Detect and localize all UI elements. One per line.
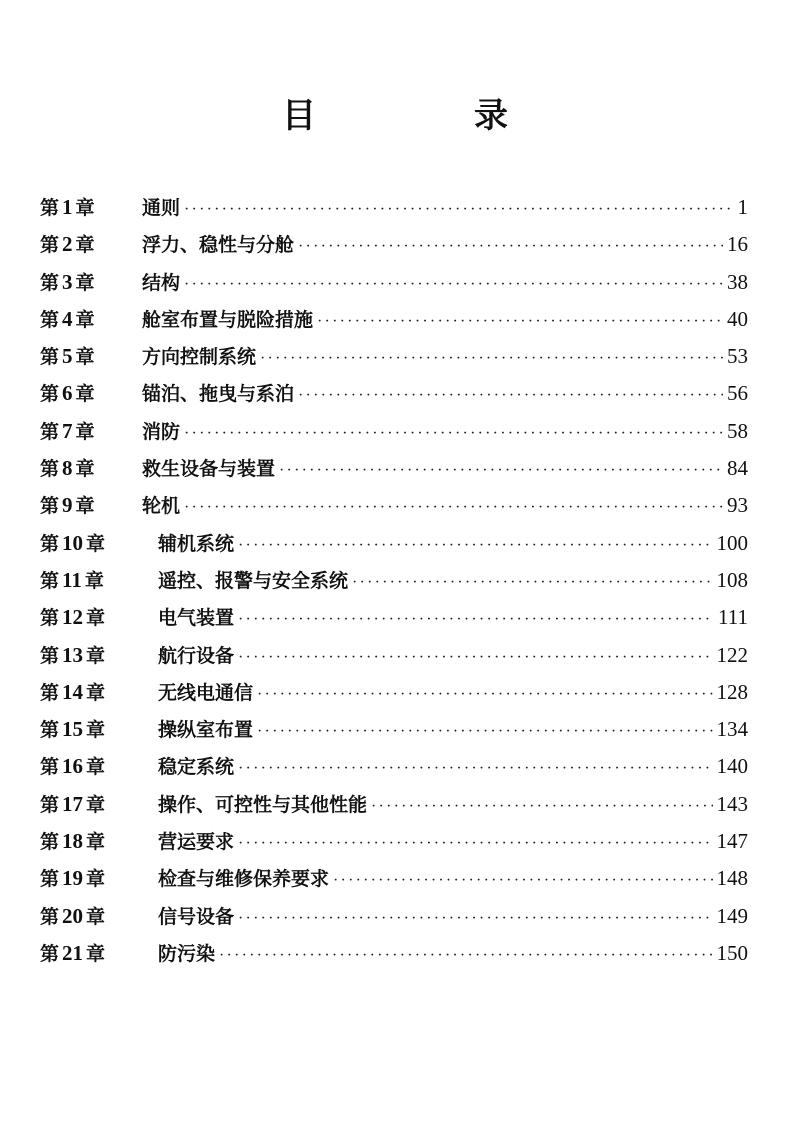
toc-entry[interactable] — [40, 860, 748, 897]
chapter-suffix: 章 — [75, 420, 95, 443]
toc-chapter-label — [40, 301, 142, 339]
chapter-suffix: 章 — [86, 681, 106, 704]
toc-page-number: 122 — [716, 642, 748, 667]
chapter-number: 14 — [62, 679, 84, 704]
toc-dot-leader — [238, 639, 712, 676]
toc-chapter-label — [40, 786, 158, 824]
chapter-number: 20 — [62, 903, 84, 928]
toc-dot-leader — [260, 340, 723, 377]
toc-page-number: 16 — [727, 232, 748, 257]
toc-chapter-label — [40, 525, 158, 563]
chapter-suffix: 章 — [86, 868, 106, 891]
chapter-number: 12 — [62, 605, 84, 630]
toc-entry[interactable] — [40, 637, 748, 674]
toc-chapter-label — [40, 487, 142, 525]
chapter-suffix: 章 — [86, 942, 106, 965]
toc-chapter-title: 信号设备 — [158, 905, 235, 928]
chapter-number: 15 — [62, 717, 84, 742]
toc-entry[interactable] — [40, 264, 748, 301]
chapter-suffix: 章 — [86, 607, 106, 630]
chapter-number: 6 — [62, 381, 73, 406]
toc-entry[interactable] — [40, 935, 748, 972]
chapter-prefix: 第 — [40, 420, 60, 443]
toc-page-number: 93 — [727, 493, 748, 518]
toc-chapter-title: 航行设备 — [158, 644, 235, 667]
chapter-number: 10 — [62, 530, 84, 555]
toc-chapter-label — [40, 599, 158, 637]
toc-page-number: 128 — [716, 679, 748, 704]
chapter-prefix: 第 — [40, 868, 60, 891]
chapter-number: 5 — [62, 344, 73, 369]
table-of-contents — [40, 189, 748, 972]
toc-chapter-label — [40, 450, 142, 488]
toc-chapter-title: 结构 — [142, 271, 181, 294]
toc-entry[interactable] — [40, 823, 748, 860]
toc-dot-leader — [371, 788, 712, 825]
toc-dot-leader — [298, 228, 723, 265]
chapter-prefix: 第 — [40, 681, 60, 704]
chapter-prefix: 第 — [40, 308, 60, 331]
toc-entry[interactable] — [40, 487, 748, 524]
chapter-number: 4 — [62, 306, 73, 331]
chapter-prefix: 第 — [40, 495, 60, 518]
toc-page-number: 134 — [716, 717, 748, 742]
toc-page-number: 56 — [727, 381, 748, 406]
page-title: 目 录 — [282, 96, 570, 136]
toc-page-number: 147 — [716, 829, 748, 854]
chapter-suffix: 章 — [75, 234, 95, 257]
toc-dot-leader — [333, 862, 712, 899]
chapter-suffix: 章 — [75, 458, 95, 481]
toc-page-number: 108 — [716, 567, 748, 592]
chapter-suffix: 章 — [86, 644, 106, 667]
chapter-suffix: 章 — [75, 308, 95, 331]
toc-entry[interactable] — [40, 450, 748, 487]
chapter-suffix: 章 — [86, 831, 106, 854]
chapter-number: 1 — [62, 195, 73, 219]
toc-entry[interactable] — [40, 375, 748, 412]
toc-entry[interactable] — [40, 711, 748, 748]
toc-chapter-label — [40, 748, 158, 786]
toc-dot-leader — [317, 303, 723, 340]
toc-chapter-label — [40, 413, 142, 451]
toc-chapter-label — [40, 189, 142, 227]
toc-chapter-title: 操作、可控性与其他性能 — [158, 793, 368, 816]
chapter-number: 2 — [62, 232, 73, 257]
toc-chapter-label — [40, 562, 158, 600]
toc-chapter-title: 防污染 — [158, 942, 216, 965]
chapter-suffix: 章 — [75, 197, 95, 219]
chapter-suffix: 章 — [75, 271, 95, 294]
chapter-prefix: 第 — [40, 756, 60, 779]
chapter-prefix: 第 — [40, 793, 60, 816]
toc-chapter-title: 辅机系统 — [158, 532, 235, 555]
toc-page-number: 150 — [716, 940, 748, 965]
toc-entry[interactable] — [40, 226, 748, 263]
toc-entry[interactable] — [40, 599, 748, 636]
chapter-prefix: 第 — [40, 719, 60, 742]
toc-chapter-title: 通则 — [142, 197, 181, 219]
toc-dot-leader — [184, 415, 723, 452]
toc-entry[interactable] — [40, 786, 748, 823]
toc-dot-leader — [238, 825, 712, 862]
toc-chapter-title: 方向控制系统 — [142, 346, 257, 369]
chapter-prefix: 第 — [40, 607, 60, 630]
toc-chapter-title: 电气装置 — [158, 607, 235, 630]
toc-chapter-label — [40, 338, 142, 376]
chapter-number: 16 — [62, 754, 84, 779]
toc-dot-leader — [279, 452, 723, 489]
chapter-number: 11 — [62, 567, 82, 592]
toc-dot-leader — [238, 527, 712, 564]
chapter-prefix: 第 — [40, 831, 60, 854]
toc-page-number: 111 — [718, 605, 748, 630]
toc-page-number: 140 — [716, 754, 748, 779]
toc-chapter-title: 舱室布置与脱险措施 — [142, 308, 314, 331]
toc-entry[interactable] — [40, 898, 748, 935]
chapter-suffix: 章 — [75, 346, 95, 369]
toc-chapter-label — [40, 375, 142, 413]
toc-dot-leader — [238, 900, 712, 937]
toc-dot-leader — [184, 191, 733, 228]
chapter-prefix: 第 — [40, 644, 60, 667]
toc-chapter-label — [40, 637, 158, 675]
chapter-prefix: 第 — [40, 532, 60, 555]
toc-entry[interactable] — [40, 525, 748, 562]
chapter-suffix: 章 — [86, 756, 106, 779]
toc-chapter-title: 救生设备与装置 — [142, 458, 276, 481]
toc-entry[interactable] — [40, 748, 748, 785]
chapter-prefix: 第 — [40, 197, 60, 219]
toc-chapter-label — [40, 823, 158, 861]
toc-dot-leader — [184, 489, 723, 526]
toc-dot-leader — [352, 564, 712, 601]
toc-dot-leader — [238, 601, 714, 638]
chapter-number: 21 — [62, 940, 84, 965]
chapter-suffix: 章 — [86, 793, 106, 816]
toc-chapter-label — [40, 674, 158, 712]
chapter-prefix: 第 — [40, 383, 60, 406]
toc-chapter-title: 检查与维修保养要求 — [158, 868, 330, 891]
chapter-number: 8 — [62, 456, 73, 481]
toc-chapter-title: 稳定系统 — [158, 756, 235, 779]
toc-page-number: 58 — [727, 418, 748, 443]
toc-entry[interactable] — [40, 674, 748, 711]
toc-dot-leader — [298, 377, 723, 414]
toc-dot-leader — [184, 266, 723, 303]
chapter-suffix: 章 — [75, 383, 95, 406]
toc-chapter-title: 遥控、报警与安全系统 — [158, 569, 349, 592]
toc-page-number: 149 — [716, 903, 748, 928]
toc-entry[interactable] — [40, 338, 748, 375]
chapter-number: 7 — [62, 418, 73, 443]
toc-chapter-label — [40, 898, 158, 936]
chapter-suffix: 章 — [86, 905, 106, 928]
chapter-number: 9 — [62, 493, 73, 518]
chapter-prefix: 第 — [40, 234, 60, 257]
chapter-prefix: 第 — [40, 905, 60, 928]
toc-page-number: 100 — [716, 530, 748, 555]
toc-page-number: 148 — [716, 866, 748, 891]
toc-dot-leader — [219, 937, 712, 974]
chapter-suffix: 章 — [86, 719, 106, 742]
toc-entry[interactable] — [40, 562, 748, 599]
toc-chapter-title: 消防 — [142, 420, 181, 443]
toc-dot-leader — [257, 713, 712, 750]
chapter-prefix: 第 — [40, 346, 60, 369]
toc-page-number: 53 — [727, 344, 748, 369]
toc-chapter-label — [40, 264, 142, 302]
toc-dot-leader — [257, 676, 712, 713]
toc-chapter-title: 无线电通信 — [158, 681, 254, 704]
toc-chapter-label — [40, 226, 142, 264]
toc-chapter-title: 锚泊、拖曳与系泊 — [142, 383, 295, 406]
toc-chapter-label — [40, 935, 158, 973]
toc-dot-leader — [238, 750, 712, 787]
chapter-number: 17 — [62, 791, 84, 816]
toc-page-number: 40 — [727, 306, 748, 331]
toc-chapter-title: 轮机 — [142, 495, 181, 518]
toc-chapter-label — [40, 711, 158, 749]
chapter-number: 13 — [62, 642, 84, 667]
chapter-suffix: 章 — [84, 569, 104, 592]
toc-entry[interactable] — [40, 189, 748, 226]
chapter-number: 19 — [62, 866, 84, 891]
chapter-number: 18 — [62, 829, 84, 854]
toc-chapter-title: 操纵室布置 — [158, 719, 254, 742]
chapter-suffix: 章 — [86, 532, 106, 555]
chapter-number: 3 — [62, 269, 73, 294]
toc-chapter-label — [40, 860, 158, 898]
toc-entry[interactable] — [40, 301, 748, 338]
chapter-prefix: 第 — [40, 458, 60, 481]
toc-page-number: 38 — [727, 269, 748, 294]
toc-page-number: 1 — [737, 195, 748, 219]
toc-chapter-title: 浮力、稳性与分舱 — [142, 234, 295, 257]
chapter-prefix: 第 — [40, 569, 60, 592]
chapter-prefix: 第 — [40, 942, 60, 965]
chapter-suffix: 章 — [75, 495, 95, 518]
toc-chapter-title: 营运要求 — [158, 831, 235, 854]
toc-page-number: 143 — [716, 791, 748, 816]
chapter-prefix: 第 — [40, 271, 60, 294]
toc-entry[interactable] — [40, 413, 748, 450]
toc-page-number: 84 — [727, 456, 748, 481]
